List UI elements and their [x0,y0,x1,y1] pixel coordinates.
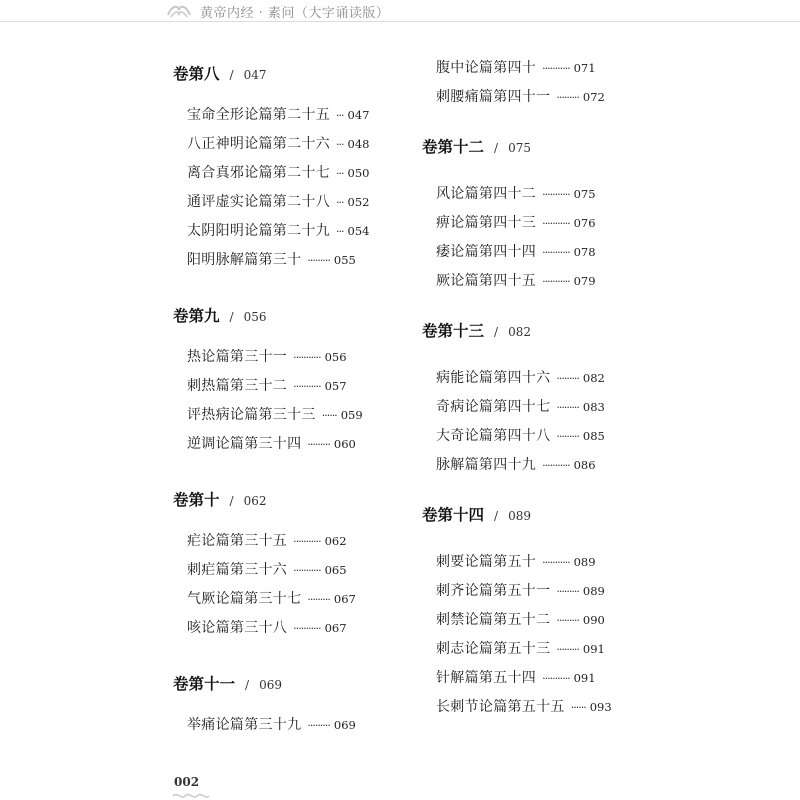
volume-separator: / [494,509,499,523]
toc-entry-leader: ········· [556,643,579,656]
toc-entry-leader: ··· [336,109,344,122]
volume-separator: / [245,678,250,692]
toc-entry[interactable] [187,559,347,579]
volume-heading[interactable] [422,504,531,526]
toc-entry-leader: ··········· [542,188,570,201]
toc-entry-title: 风论篇第四十二 [436,186,537,202]
toc-entry-page-number: 083 [582,400,605,414]
toc-entry[interactable] [187,433,356,453]
toc-entry-title: 阳明脉解篇第三十 [187,252,302,268]
toc-entry-leader: ··· [336,196,344,209]
toc-entry[interactable] [436,551,596,571]
volume-title: 卷第十二 [422,137,485,156]
volume-page-number: 047 [243,68,267,82]
toc-entry[interactable] [187,191,369,211]
page-number: 002 [174,775,200,789]
toc-entry-title: 离合真邪论篇第二十七 [187,165,330,181]
toc-entry[interactable] [436,396,605,416]
toc-entry-title: 长刺节论篇第五十五 [436,699,565,715]
page-header [0,0,800,22]
volume-heading[interactable] [173,673,282,695]
toc-entry[interactable] [436,57,596,77]
volume-title: 卷第十三 [422,321,485,340]
toc-entry[interactable] [187,375,347,395]
toc-entry-title: 热论篇第三十一 [187,349,288,365]
toc-entry-page-number: 089 [582,584,605,598]
volume-separator: / [229,68,234,82]
volume-title: 卷第九 [173,306,220,325]
volume-page-number: 082 [508,325,531,339]
toc-entry-page-number: 071 [573,61,596,75]
toc-entry-leader: ········· [307,438,330,451]
toc-entry-title: 刺禁论篇第五十二 [436,612,551,628]
toc-entry-title: 痹论篇第四十三 [436,215,537,231]
toc-entry-title: 疟论篇第三十五 [187,533,288,549]
toc-entry[interactable] [187,588,356,608]
volume-title: 卷第十一 [173,674,236,693]
footer-ornament-icon [172,791,210,800]
toc-entry-page-number: 056 [324,350,347,364]
toc-entry[interactable] [436,667,596,687]
volume-separator: / [229,494,234,508]
toc-entry[interactable] [187,133,369,153]
volume-heading[interactable] [422,136,531,158]
toc-entry[interactable] [187,346,347,366]
toc-entry-title: 刺腰痛篇第四十一 [436,89,551,105]
toc-entry-leader: ··· [336,167,344,180]
toc-entry[interactable] [187,249,356,269]
toc-entry-leader: ······ [570,701,586,714]
toc-entry-title: 气厥论篇第三十七 [187,591,302,607]
toc-entry-leader: ··········· [542,459,570,472]
toc-entry-leader: ········· [556,430,579,443]
toc-entry-page-number: 067 [324,621,347,635]
toc-entry[interactable] [187,714,356,734]
toc-entry-page-number: 075 [573,187,596,201]
toc-entry-page-number: 065 [324,563,347,577]
toc-entry-leader: ··········· [293,351,321,364]
toc-entry-page-number: 048 [347,137,370,151]
toc-entry-title: 奇病论篇第四十七 [436,399,551,415]
toc-entry-title: 刺志论篇第五十三 [436,641,551,657]
toc-entry[interactable] [187,617,347,637]
toc-entry-leader: ··········· [293,380,321,393]
toc-entry-title: 刺疟篇第三十六 [187,562,288,578]
toc-entry-title: 举痛论篇第三十九 [187,717,302,733]
toc-entry-title: 太阴阳明论篇第二十九 [187,223,330,239]
toc-entry-title: 刺要论篇第五十 [436,554,537,570]
toc-entry-title: 评热病论篇第三十三 [187,407,316,423]
toc-entry-page-number: 050 [347,166,370,180]
toc-entry-title: 通评虚实论篇第二十八 [187,194,330,210]
toc-entry-leader: ··········· [542,556,570,569]
toc-entry-page-number: 089 [573,555,596,569]
volume-title: 卷第十四 [422,505,485,524]
toc-entry-page-number: 072 [582,90,605,104]
toc-entry[interactable] [187,104,369,124]
book-title: 黄帝内经 · 素问（大字诵读版） [200,6,390,21]
toc-entry-leader: ··········· [293,535,321,548]
toc-entry[interactable] [436,367,605,387]
toc-entry-page-number: 078 [573,245,596,259]
volume-heading[interactable] [173,489,266,511]
book-logo-icon [166,1,192,19]
toc-entry-leader: ········· [307,254,330,267]
toc-entry-page-number: 069 [333,718,356,732]
toc-entry-leader: ········· [556,614,579,627]
toc-entry[interactable] [187,220,369,240]
toc-entry-title: 脉解篇第四十九 [436,457,537,473]
volume-page-number: 056 [243,310,267,324]
toc-entry[interactable] [436,609,605,629]
toc-entry[interactable] [187,162,369,182]
toc-entry[interactable] [436,454,596,474]
volume-page-number: 062 [243,494,267,508]
volume-separator: / [229,310,234,324]
volume-page-number: 069 [259,678,282,692]
toc-entry-title: 大奇论篇第四十八 [436,428,551,444]
toc-entry-page-number: 091 [582,642,605,656]
toc-entry-title: 刺热篇第三十二 [187,378,288,394]
volume-separator: / [494,141,499,155]
toc-entry[interactable] [436,86,605,106]
toc-entry-title: 刺齐论篇第五十一 [436,583,551,599]
toc-entry-title: 腹中论篇第四十 [436,60,537,76]
toc-entry-title: 痿论篇第四十四 [436,244,537,260]
toc-entry-page-number: 060 [333,437,356,451]
toc-entry-title: 咳论篇第三十八 [187,620,288,636]
toc-entry[interactable] [436,183,596,203]
toc-entry-title: 宝命全形论篇第二十五 [187,107,330,123]
toc-entry-page-number: 076 [573,216,596,230]
toc-entry-leader: ········· [307,719,330,732]
toc-entry[interactable] [436,638,605,658]
toc-entry-page-number: 055 [333,253,356,267]
toc-entry[interactable] [187,404,363,424]
toc-entry-leader: ··········· [542,275,570,288]
toc-entry-leader: ··········· [542,246,570,259]
toc-entry[interactable] [436,212,596,232]
volume-heading[interactable] [173,305,266,327]
toc-entry-leader: ··········· [293,622,321,635]
toc-entry[interactable] [436,270,596,290]
toc-entry-title: 针解篇第五十四 [436,670,537,686]
toc-entry[interactable] [436,241,596,261]
toc-entry[interactable] [436,425,605,445]
toc-entry-leader: ··· [336,225,344,238]
toc-entry-page-number: 085 [582,429,605,443]
toc-entry-leader: ········· [556,401,579,414]
toc-entry-page-number: 093 [589,700,612,714]
volume-separator: / [494,325,499,339]
toc-entry-page-number: 091 [573,671,596,685]
toc-entry[interactable] [436,580,605,600]
toc-entry-page-number: 047 [347,108,370,122]
volume-page-number: 075 [508,141,531,155]
toc-entry-page-number: 090 [582,613,605,627]
toc-entry-page-number: 079 [573,274,596,288]
toc-entry-page-number: 086 [573,458,596,472]
toc-entry-leader: ········· [307,593,330,606]
toc-entry-page-number: 052 [347,195,370,209]
volume-title: 卷第八 [173,64,220,83]
volume-heading[interactable] [422,320,531,342]
toc-entry-page-number: 082 [582,371,605,385]
toc-entry[interactable] [187,530,347,550]
toc-entry-page-number: 057 [324,379,347,393]
toc-entry[interactable] [436,696,612,716]
toc-entry-title: 逆调论篇第三十四 [187,436,302,452]
toc-entry-leader: ········· [556,372,579,385]
volume-page-number: 089 [508,509,531,523]
toc-entry-page-number: 054 [347,224,370,238]
toc-entry-leader: ··· [336,138,344,151]
volume-heading[interactable] [173,63,266,85]
toc-entry-leader: ······ [321,409,337,422]
toc-entry-page-number: 062 [324,534,347,548]
toc-entry-leader: ··········· [542,672,570,685]
toc-entry-leader: ········· [556,91,579,104]
volume-title: 卷第十 [173,490,220,509]
toc-entry-title: 厥论篇第四十五 [436,273,537,289]
toc-entry-title: 病能论篇第四十六 [436,370,551,386]
header-rule [0,21,800,22]
toc-entry-title: 八正神明论篇第二十六 [187,136,330,152]
toc-entry-leader: ········· [556,585,579,598]
toc-entry-page-number: 059 [340,408,363,422]
toc-entry-leader: ··········· [293,564,321,577]
toc-entry-leader: ··········· [542,62,570,75]
toc-entry-leader: ··········· [542,217,570,230]
toc-entry-page-number: 067 [333,592,356,606]
